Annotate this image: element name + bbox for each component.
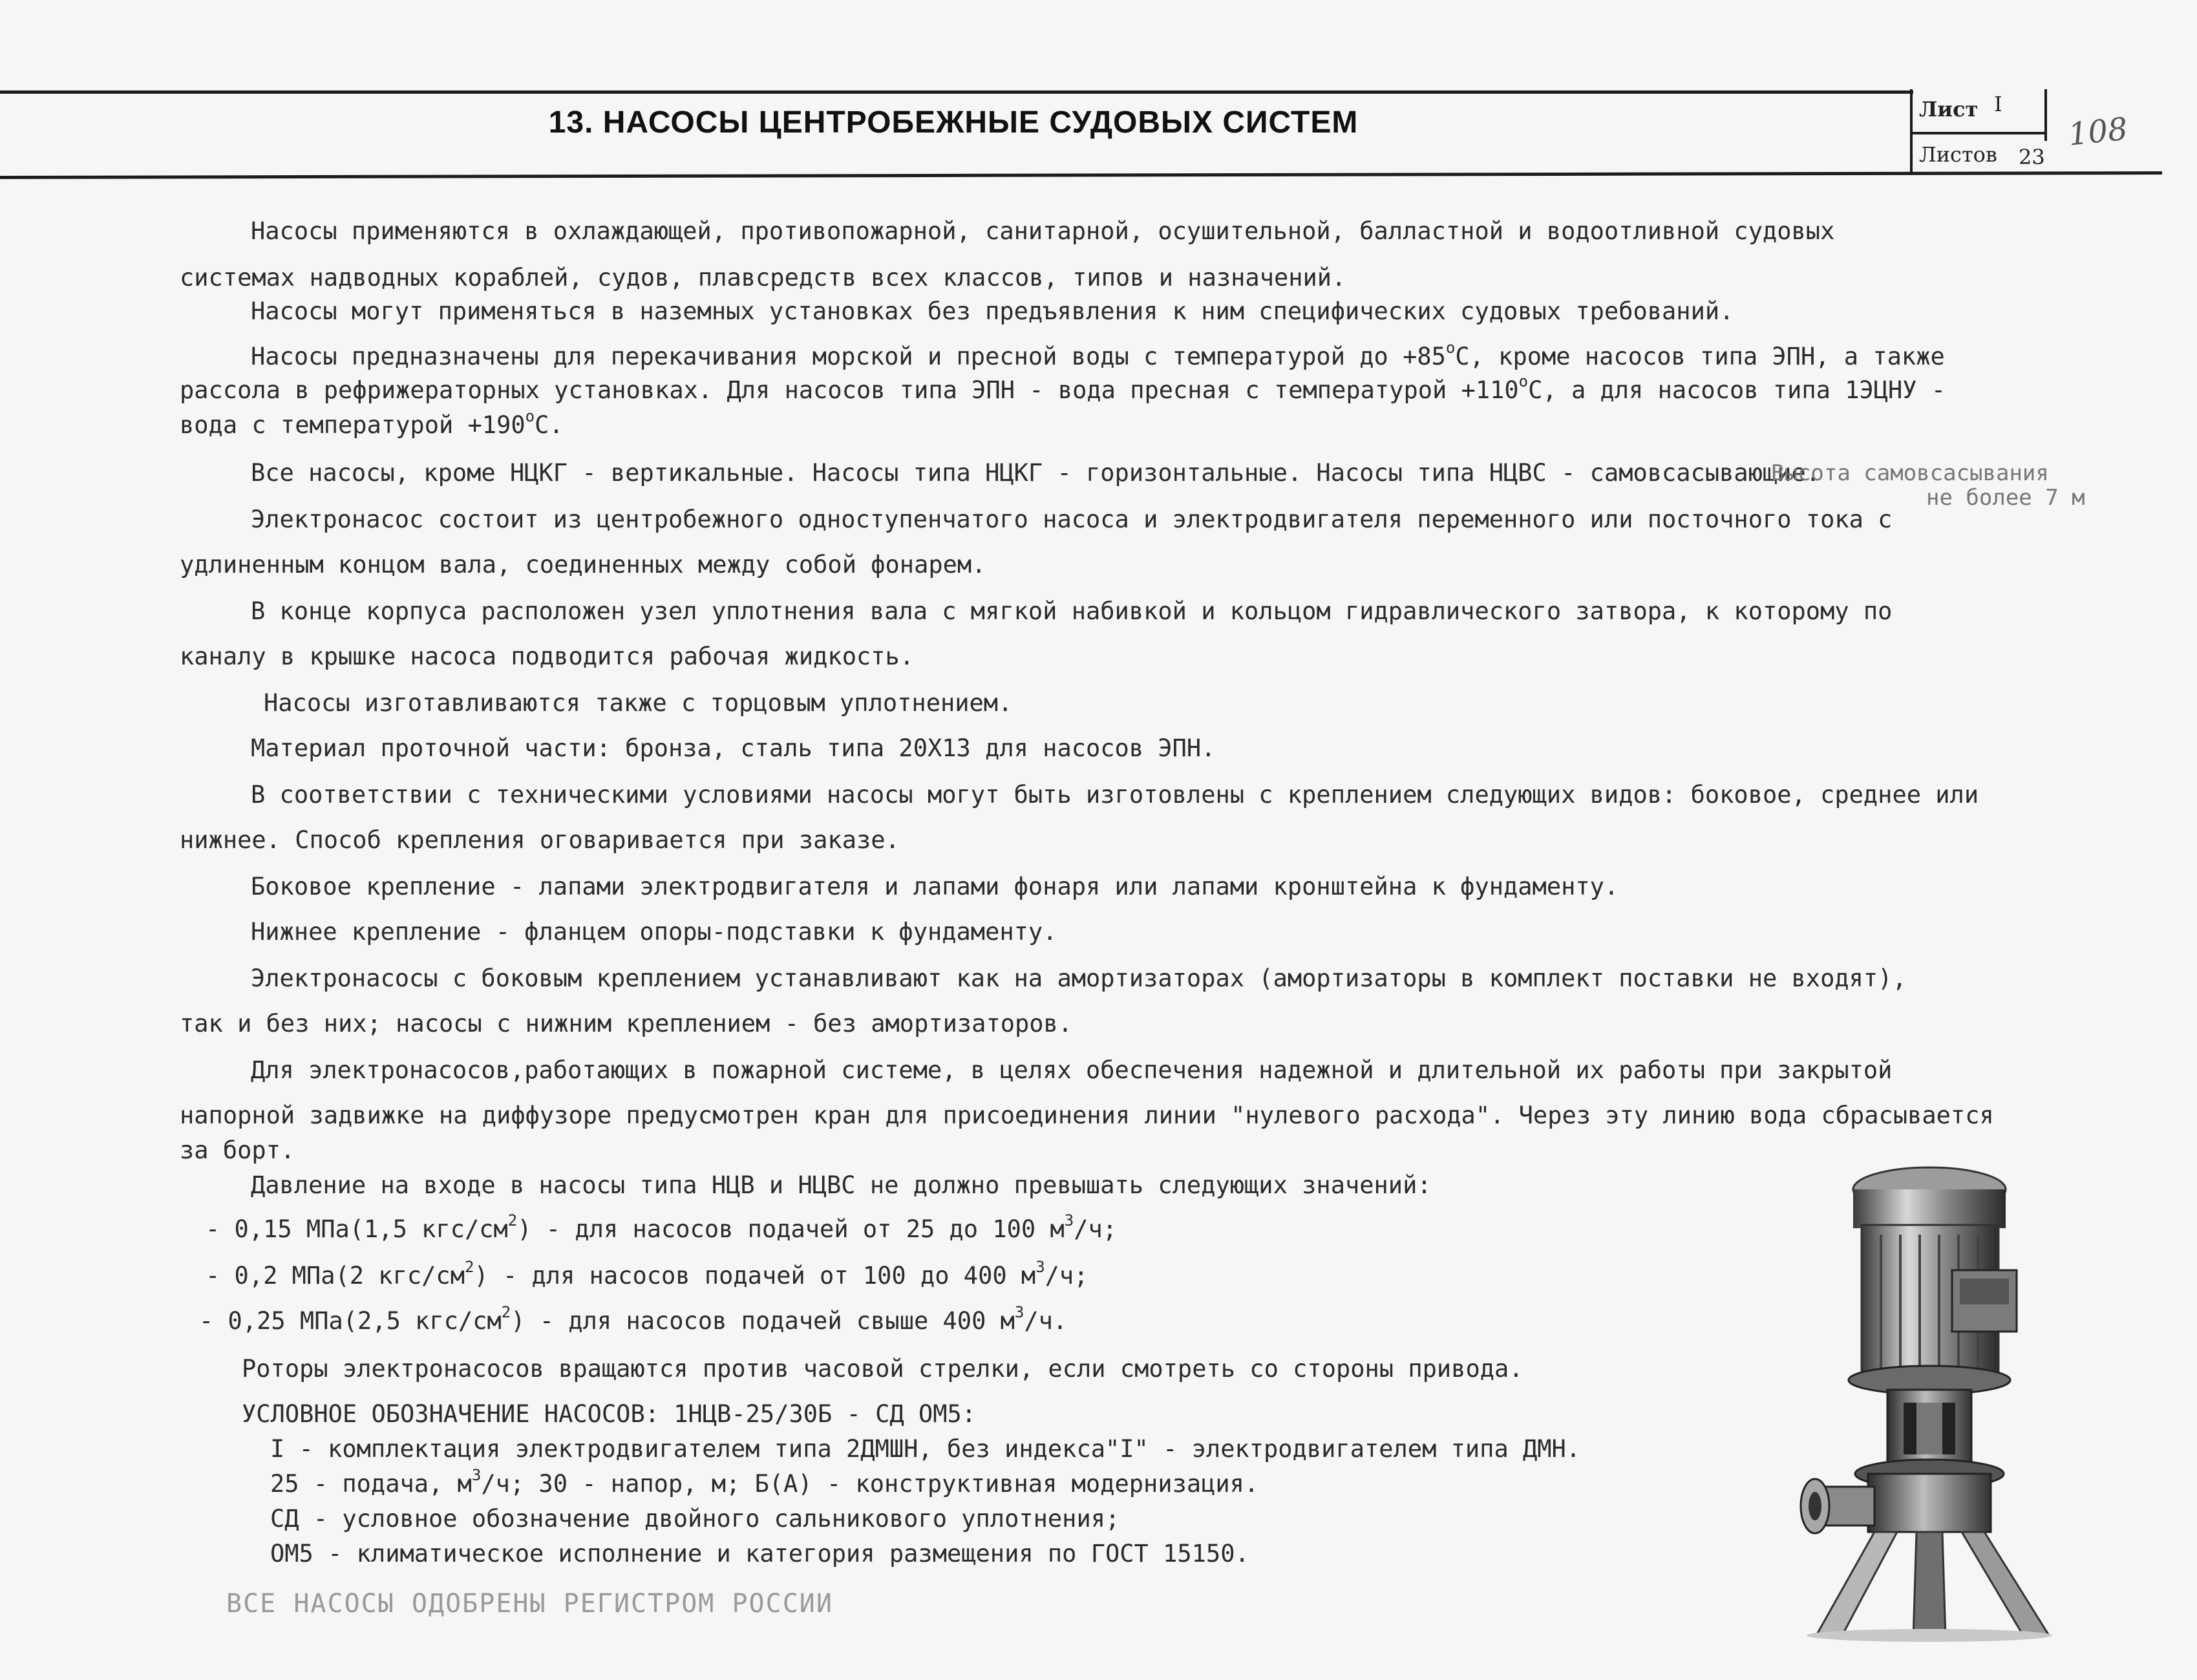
- registry-stamp: ВСЕ НАСОСЫ ОДОБРЕНЫ РЕГИСТРОМ РОССИИ: [226, 1589, 833, 1619]
- sheet-info-box: [1910, 89, 2046, 172]
- text-line: за борт.: [180, 1136, 295, 1164]
- margin-note: Высота самовсасывания: [1771, 460, 2049, 486]
- header-bottom-rule: [0, 171, 2162, 179]
- text-line: Все насосы, кроме НЦКГ - вертикальные. Насосы типа НЦКГ - горизонтальные. Насосы типа НЦВС - самовсасывающие.: [251, 459, 1821, 487]
- text-line: вода с температурой $+190^oС$.: [180, 407, 564, 439]
- text-line: Насосы применяются в охлаждающей, противопожарной, санитарной, осушительной, балластной и водоотливной судовых: [251, 217, 1835, 245]
- pressure-item: - 0,15 МПа(1,5 кгс/$см^2$) - для насосов подачей от 25 до 100 $м^3/ч$;: [206, 1211, 1118, 1243]
- text-line: напорной задвижке на диффузоре предусмотрен кран для присоединения линии "нулевого расхода". Через эту линию вода сбрасывается: [180, 1101, 1994, 1129]
- sheet-value: I: [1994, 92, 2002, 116]
- text-line: Давление на входе в насосы типа НЦВ и НЦВС не должно превышать следующих значений:: [251, 1171, 1432, 1199]
- text-line: Для электронасосов,работающих в пожарной системе, в целях обеспечения надежной и длительной их работы при закрытой: [251, 1056, 1893, 1084]
- page-title: 13. НАСОСЫ ЦЕНТРОБЕЖНЫЕ СУДОВЫХ СИСТЕМ: [548, 105, 1359, 140]
- text-line: УСЛОВНОЕ ОБОЗНАЧЕНИЕ НАСОСОВ: 1НЦВ-25/30Б - СД ОМ5:: [242, 1400, 977, 1428]
- text-line: Насосы предназначены для перекачивания морской и пресной воды с температурой до $+85^oС$, кроме насосов типа ЭПН, а также: [251, 339, 1945, 370]
- pump-photo: [1790, 1164, 2094, 1642]
- text-line: Насосы могут применяться в наземных установках без предъявления к ним специфических судовых требований.: [251, 297, 1734, 325]
- text-line: нижнее. Способ крепления оговаривается при заказе.: [180, 826, 900, 854]
- sheets-label: Листов: [1919, 142, 1997, 167]
- text-line: В конце корпуса расположен узел уплотнения вала с мягкой набивкой и кольцом гидравлического затвора, к которому по: [251, 597, 1893, 625]
- sheet-label: Лист: [1919, 97, 1979, 122]
- text-line: удлиненным концом вала, соединенных между собой фонарем.: [180, 551, 986, 579]
- text-line: СД - условное обозначение двойного сальникового уплотнения;: [270, 1505, 1120, 1533]
- header-top-rule: [0, 90, 1913, 94]
- page-number: 108: [2066, 111, 2130, 153]
- text-line: В соответствии с техническими условиями насосы могут быть изготовлены с креплением следующих видов: боковое, среднее или: [251, 781, 1979, 809]
- text-line: Материал проточной части: бронза, сталь типа 20Х13 для насосов ЭПН.: [251, 734, 1216, 762]
- margin-note: не более 7 м: [1926, 485, 2085, 511]
- text-line: ОМ5 - климатическое исполнение и категория размещения по ГОСТ 15150.: [270, 1540, 1249, 1568]
- text-line: Насосы изготавливаются также с торцовым уплотнением.: [264, 689, 1013, 717]
- text-line: так и без них; насосы с нижним креплением - без амортизаторов.: [180, 1010, 1073, 1037]
- text-line: I - комплектация электродвигателем типа 2ДМШН, без индекса"I" - электродвигателем типа ДМН.: [270, 1435, 1581, 1463]
- text-line: Нижнее крепление - фланцем опоры-подставки к фундаменту.: [251, 918, 1057, 946]
- pressure-item: - 0,25 МПа(2,5 кгс/$см^2$) - для насосов подачей свыше 400 $м^3/ч$.: [199, 1303, 1068, 1335]
- pressure-item: - 0,2 МПа(2 кгс/$см^2$) - для насосов подачей от 100 до 400 $м^3/ч$;: [206, 1258, 1088, 1290]
- text-line: рассола в рефрижераторных установках. Для насосов типа ЭПН - вода пресная с температурой $+110^oС$, а для насосов типа 1ЭЦНУ -: [180, 372, 1946, 404]
- text-line: Электронасосы с боковым креплением устанавливают как на амортизаторах (амортизаторы в комплект поставки не входят),: [251, 964, 1907, 992]
- text-line: Боковое крепление - лапами электродвигателя и лапами фонаря или лапами кронштейна к фундаменту.: [251, 873, 1619, 900]
- text-line: каналу в крышке насоса подводится рабочая жидкость.: [180, 643, 915, 670]
- text-line: системах надводных кораблей, судов, плавсредств всех классов, типов и назначений.: [180, 264, 1346, 292]
- sheets-value: 23: [2019, 145, 2045, 169]
- text-line: Роторы электронасосов вращаются против часовой стрелки, если смотреть со стороны привода.: [242, 1355, 1523, 1383]
- text-line: Электронасос состоит из центробежного одноступенчатого насоса и электродвигателя переменного или посточного тока с: [251, 505, 1893, 533]
- text-line: 25 - подача, $м^3/ч$; 30 - напор, м; Б(А) - конструктивная модернизация.: [270, 1466, 1259, 1498]
